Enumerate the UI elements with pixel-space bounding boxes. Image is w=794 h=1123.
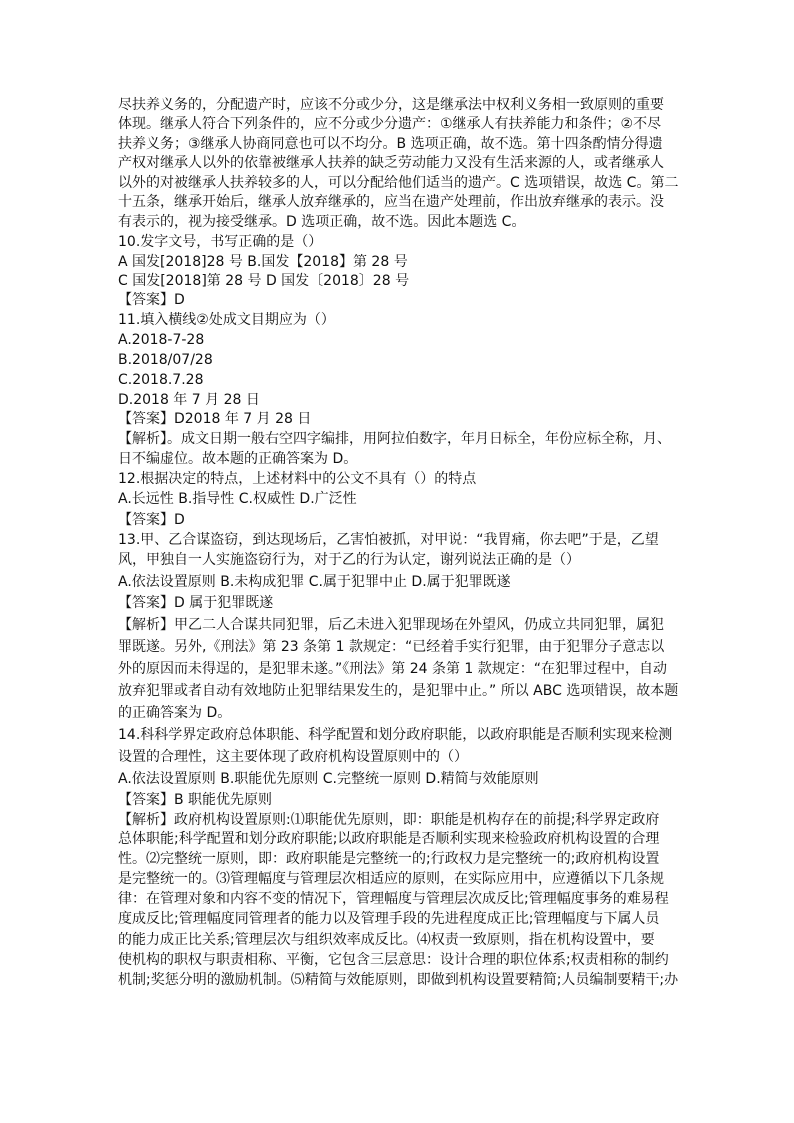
- text-line: 的正确答案为 D。: [118, 705, 232, 721]
- text-line: 扶养义务；③继承人协商同意也可以不均分。B 选项正确，故不选。第十四条酌情分得遗: [118, 136, 663, 152]
- text-line: 产权对继承人以外的依靠被继承人扶养的缺乏劳动能力又没有生活来源的人，或者继承人: [118, 155, 664, 171]
- text-line: B.2018/07/28: [118, 352, 213, 368]
- text-line: 【解析】。成文日期一般右空四字编排，用阿拉伯数字，年月日标全，年份应标全称，月、: [118, 431, 671, 447]
- text-line: 罪既遂。另外,《刑法》第 23 条第 1 款规定：“已经着手实行犯罪，由于犯罪分子意志以: [118, 639, 665, 655]
- text-line: A.依法设置原则 B.未构成犯罪 C.属于犯罪中止 D.属于犯罪既遂: [118, 574, 511, 590]
- text-line: 性。⑵完整统一原则，即：政府职能是完整统一的;行政权力是完整统一的;政府机构设置: [118, 851, 660, 867]
- text-line: 【解析】政府机构设置原则:⑴职能优先原则，即：职能是机构存在的前提;科学界定政府: [118, 812, 660, 828]
- text-line: 设置的合理性，这主要体现了政府机构设置原则中的（）: [118, 749, 468, 765]
- text-line: 度成反比;管理幅度同管理者的能力以及管理手段的先进程度成正比;管理幅度与下属人员: [118, 911, 660, 927]
- text-line: 的能力成正比关系;管理层次与组织效率成反比。⑷权责一致原则，指在机构设置中，要: [118, 932, 655, 948]
- text-line: 放弃犯罪或者自动有效地防止犯罪结果发生的，是犯罪中止。” 所以 ABC 选项错误，故本题: [118, 683, 679, 699]
- text-line: 风，甲独自一人实施盗窃行为，对于乙的行为认定，谢列说法正确的是（）: [118, 552, 580, 568]
- text-line: 【解析】甲乙二人合谋共同犯罪，后乙未进入犯罪现场在外望风，仍成立共同犯罪，属犯: [118, 617, 664, 633]
- text-line: 13.甲、乙合谋盗窃，到达现场后，乙害怕被抓，对甲说：“我胃痛，你去吧”于是，乙望: [118, 532, 659, 548]
- text-line: 10.发字文号，书写正确的是（）: [118, 234, 323, 250]
- text-line: A 国发[2018]28 号 B.国发【2018】第 28 号: [118, 254, 408, 270]
- text-line: C.2018.7.28: [118, 372, 204, 388]
- text-line: 【答案】B 职能优先原则: [118, 792, 273, 808]
- text-line: 体现。继承人符合下列条件的，应不分或少分遗产：①继承人有扶养能力和条件；②不尽: [118, 116, 662, 132]
- text-line: 【答案】D 属于犯罪既遂: [118, 595, 274, 611]
- text-line: 使机构的职权与职责相称、平衡，它包含三层意思：设计合理的职位体系;权责相称的制约: [118, 952, 669, 968]
- text-line: 是完整统一的。⑶管理幅度与管理层次相适应的原则，在实际应用中，应遵循以下几条规: [118, 871, 664, 887]
- text-line: 以外的对被继承人扶养较多的人，可以分配给他们适当的遗产。C 选项错误，故选 C。第二: [118, 175, 679, 191]
- text-line: D.2018 年 7 月 28 日: [118, 392, 260, 408]
- text-line: 有表示的，视为接受继承。D 选项正确，故不选。因此本题选 C。: [118, 214, 526, 230]
- text-line: 机制;奖惩分明的激励机制。⑸精简与效能原则，即做到机构设置要精简;人员编制要精干;办: [118, 972, 679, 988]
- text-line: C 国发[2018]第 28 号 D 国发〔2018〕28 号: [118, 273, 410, 289]
- text-line: A.长远性 B.指导性 C.权威性 D.广泛性: [118, 491, 357, 507]
- text-line: A.2018-7-28: [118, 332, 205, 348]
- text-line: 【答案】D2018 年 7 月 28 日: [118, 411, 312, 427]
- text-line: 总体职能;科学配置和划分政府职能;以政府职能是否顺利实现来检验政府机构设置的合理: [118, 831, 660, 847]
- text-line: 尽扶养义务的，分配遗产时，应该不分或少分，这是继承法中权利义务相一致原则的重要: [118, 97, 664, 113]
- text-line: 【答案】D: [118, 512, 185, 528]
- text-line: 12.根据决定的特点，上述材料中的公文不具有（）的特点: [118, 471, 477, 487]
- text-line: 日不编虚位。故本题的正确答案为 D。: [118, 451, 358, 467]
- text-line: 律：在管理对象和内容不变的情况下，管理幅度与管理层次成反比;管理幅度事务的难易程: [118, 891, 669, 907]
- text-line: 【答案】D: [118, 292, 185, 308]
- text-line: 11.填入横线②处成文目期应为（）: [118, 312, 335, 328]
- text-line: 外的原因而未得逞的，是犯罪未遂。”《刑法》第 24 条第 1 款规定：“在犯罪过程中，自动: [118, 661, 668, 677]
- text-line: 十五条，继承开始后，继承人放弃继承的，应当在遗产处理前，作出放弃继承的表示。没: [118, 194, 664, 210]
- text-line: A.依法设置原则 B.职能优先原则 C.完整统一原则 D.精简与效能原则: [118, 771, 539, 787]
- text-line: 14.科科学界定政府总体职能、科学配置和划分政府职能，以政府职能是否顺利实现来检测: [118, 727, 673, 743]
